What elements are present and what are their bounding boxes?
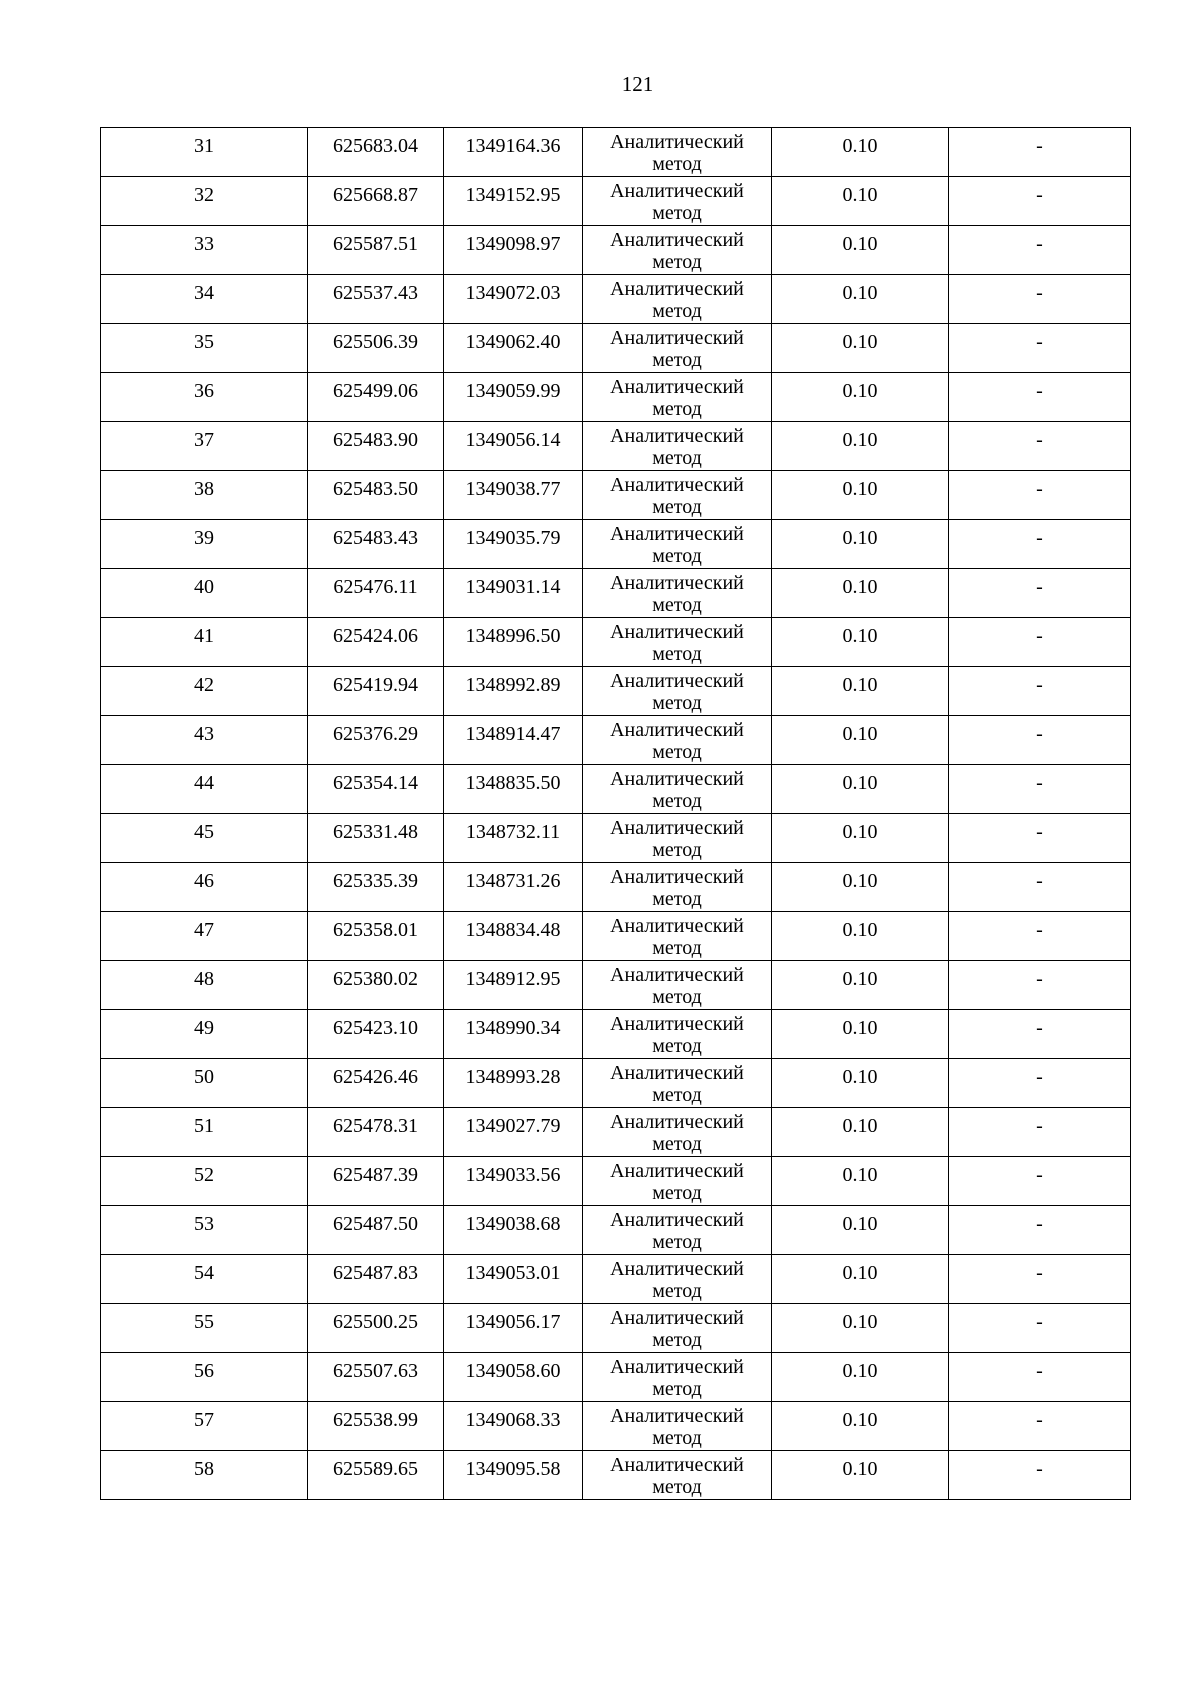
- y-coordinate-cell: 1349053.01: [444, 1255, 583, 1304]
- point-number-cell: 55: [101, 1304, 308, 1353]
- x-coordinate-cell: 625587.51: [308, 226, 444, 275]
- method-line-2: метод: [652, 251, 702, 273]
- point-number-cell: 33: [101, 226, 308, 275]
- table-row: [101, 912, 1131, 961]
- accuracy-cell: 0.10: [772, 1059, 949, 1108]
- y-coordinate-cell: 1349035.79: [444, 520, 583, 569]
- accuracy-cell: 0.10: [772, 912, 949, 961]
- y-coordinate-cell: 1349056.17: [444, 1304, 583, 1353]
- method-line-1: Аналитический: [610, 572, 744, 594]
- method-line-1: Аналитический: [610, 1111, 744, 1133]
- method-line-1: Аналитический: [610, 1454, 744, 1476]
- method-cell: [583, 520, 772, 569]
- table-row: [101, 716, 1131, 765]
- method-line-1: Аналитический: [610, 719, 744, 741]
- method-cell: [583, 1206, 772, 1255]
- x-coordinate-cell: 625589.65: [308, 1451, 444, 1500]
- method-line-2: метод: [652, 790, 702, 812]
- accuracy-cell: 0.10: [772, 1402, 949, 1451]
- y-coordinate-cell: 1348996.50: [444, 618, 583, 667]
- x-coordinate-cell: 625483.90: [308, 422, 444, 471]
- accuracy-cell: 0.10: [772, 226, 949, 275]
- method-line-2: метод: [652, 692, 702, 714]
- y-coordinate-cell: 1348993.28: [444, 1059, 583, 1108]
- x-coordinate-cell: 625537.43: [308, 275, 444, 324]
- x-coordinate-cell: 625354.14: [308, 765, 444, 814]
- method-cell: [583, 1157, 772, 1206]
- note-cell: -: [949, 275, 1131, 324]
- table-row: [101, 373, 1131, 422]
- method-line-1: Аналитический: [610, 1209, 744, 1231]
- point-number-cell: 51: [101, 1108, 308, 1157]
- method-cell: [583, 912, 772, 961]
- method-cell: [583, 569, 772, 618]
- accuracy-cell: 0.10: [772, 324, 949, 373]
- table-row: [101, 471, 1131, 520]
- method-line-1: Аналитический: [610, 1258, 744, 1280]
- table-row: [101, 569, 1131, 618]
- method-line-2: метод: [652, 594, 702, 616]
- method-cell: [583, 667, 772, 716]
- note-cell: -: [949, 1304, 1131, 1353]
- method-line-1: Аналитический: [610, 1405, 744, 1427]
- table-row: [101, 1255, 1131, 1304]
- coordinates-table-body: [101, 128, 1131, 1500]
- method-line-2: метод: [652, 1133, 702, 1155]
- method-line-1: Аналитический: [610, 1160, 744, 1182]
- point-number-cell: 58: [101, 1451, 308, 1500]
- method-cell: [583, 1402, 772, 1451]
- note-cell: -: [949, 1206, 1131, 1255]
- method-line-2: метод: [652, 349, 702, 371]
- method-line-2: метод: [652, 153, 702, 175]
- y-coordinate-cell: 1349098.97: [444, 226, 583, 275]
- method-cell: [583, 1010, 772, 1059]
- y-coordinate-cell: 1349095.58: [444, 1451, 583, 1500]
- accuracy-cell: 0.10: [772, 128, 949, 177]
- point-number-cell: 56: [101, 1353, 308, 1402]
- x-coordinate-cell: 625476.11: [308, 569, 444, 618]
- method-line-1: Аналитический: [610, 278, 744, 300]
- method-cell: [583, 1108, 772, 1157]
- method-line-2: метод: [652, 888, 702, 910]
- x-coordinate-cell: 625331.48: [308, 814, 444, 863]
- method-cell: [583, 765, 772, 814]
- accuracy-cell: 0.10: [772, 716, 949, 765]
- note-cell: -: [949, 324, 1131, 373]
- y-coordinate-cell: 1348992.89: [444, 667, 583, 716]
- accuracy-cell: 0.10: [772, 422, 949, 471]
- method-cell: [583, 1255, 772, 1304]
- method-line-1: Аналитический: [610, 131, 744, 153]
- method-line-1: Аналитический: [610, 621, 744, 643]
- x-coordinate-cell: 625506.39: [308, 324, 444, 373]
- note-cell: -: [949, 1157, 1131, 1206]
- method-cell: [583, 618, 772, 667]
- point-number-cell: 46: [101, 863, 308, 912]
- method-line-1: Аналитический: [610, 1013, 744, 1035]
- method-cell: [583, 1353, 772, 1402]
- x-coordinate-cell: 625423.10: [308, 1010, 444, 1059]
- point-number-cell: 53: [101, 1206, 308, 1255]
- x-coordinate-cell: 625335.39: [308, 863, 444, 912]
- method-line-1: Аналитический: [610, 768, 744, 790]
- method-line-1: Аналитический: [610, 670, 744, 692]
- method-cell: [583, 1304, 772, 1353]
- method-cell: [583, 324, 772, 373]
- x-coordinate-cell: 625487.50: [308, 1206, 444, 1255]
- table-row: [101, 667, 1131, 716]
- method-line-2: метод: [652, 447, 702, 469]
- y-coordinate-cell: 1349038.68: [444, 1206, 583, 1255]
- table-row: [101, 520, 1131, 569]
- accuracy-cell: 0.10: [772, 1108, 949, 1157]
- note-cell: -: [949, 1010, 1131, 1059]
- method-line-1: Аналитический: [610, 964, 744, 986]
- point-number-cell: 34: [101, 275, 308, 324]
- point-number-cell: 38: [101, 471, 308, 520]
- method-cell: [583, 226, 772, 275]
- accuracy-cell: 0.10: [772, 667, 949, 716]
- note-cell: -: [949, 1108, 1131, 1157]
- y-coordinate-cell: 1349152.95: [444, 177, 583, 226]
- table-row: [101, 177, 1131, 226]
- method-cell: [583, 1451, 772, 1500]
- point-number-cell: 52: [101, 1157, 308, 1206]
- note-cell: -: [949, 1353, 1131, 1402]
- x-coordinate-cell: 625419.94: [308, 667, 444, 716]
- method-line-2: метод: [652, 741, 702, 763]
- table-row: [101, 1059, 1131, 1108]
- x-coordinate-cell: 625487.39: [308, 1157, 444, 1206]
- method-line-2: метод: [652, 545, 702, 567]
- table-row: [101, 618, 1131, 667]
- method-cell: [583, 863, 772, 912]
- table-row: [101, 1402, 1131, 1451]
- point-number-cell: 36: [101, 373, 308, 422]
- accuracy-cell: 0.10: [772, 618, 949, 667]
- note-cell: -: [949, 226, 1131, 275]
- x-coordinate-cell: 625483.43: [308, 520, 444, 569]
- y-coordinate-cell: 1349033.56: [444, 1157, 583, 1206]
- accuracy-cell: 0.10: [772, 520, 949, 569]
- table-row: [101, 1108, 1131, 1157]
- x-coordinate-cell: 625668.87: [308, 177, 444, 226]
- y-coordinate-cell: 1349038.77: [444, 471, 583, 520]
- x-coordinate-cell: 625376.29: [308, 716, 444, 765]
- accuracy-cell: 0.10: [772, 1304, 949, 1353]
- y-coordinate-cell: 1348835.50: [444, 765, 583, 814]
- accuracy-cell: 0.10: [772, 1255, 949, 1304]
- method-line-2: метод: [652, 398, 702, 420]
- note-cell: -: [949, 569, 1131, 618]
- method-line-1: Аналитический: [610, 817, 744, 839]
- accuracy-cell: 0.10: [772, 471, 949, 520]
- method-cell: [583, 373, 772, 422]
- y-coordinate-cell: 1349059.99: [444, 373, 583, 422]
- accuracy-cell: 0.10: [772, 275, 949, 324]
- note-cell: -: [949, 912, 1131, 961]
- method-line-2: метод: [652, 1084, 702, 1106]
- note-cell: -: [949, 863, 1131, 912]
- y-coordinate-cell: 1348914.47: [444, 716, 583, 765]
- method-cell: [583, 716, 772, 765]
- method-line-2: метод: [652, 1427, 702, 1449]
- note-cell: -: [949, 1059, 1131, 1108]
- method-line-1: Аналитический: [610, 1062, 744, 1084]
- table-row: [101, 422, 1131, 471]
- note-cell: -: [949, 667, 1131, 716]
- y-coordinate-cell: 1348731.26: [444, 863, 583, 912]
- x-coordinate-cell: 625483.50: [308, 471, 444, 520]
- accuracy-cell: 0.10: [772, 863, 949, 912]
- table-row: [101, 1353, 1131, 1402]
- table-row: [101, 863, 1131, 912]
- table-row: [101, 1157, 1131, 1206]
- x-coordinate-cell: 625500.25: [308, 1304, 444, 1353]
- accuracy-cell: 0.10: [772, 373, 949, 422]
- x-coordinate-cell: 625380.02: [308, 961, 444, 1010]
- method-line-1: Аналитический: [610, 1307, 744, 1329]
- x-coordinate-cell: 625358.01: [308, 912, 444, 961]
- note-cell: -: [949, 471, 1131, 520]
- method-line-1: Аналитический: [610, 180, 744, 202]
- accuracy-cell: 0.10: [772, 814, 949, 863]
- method-line-2: метод: [652, 1231, 702, 1253]
- note-cell: -: [949, 1451, 1131, 1500]
- accuracy-cell: 0.10: [772, 1206, 949, 1255]
- method-line-2: метод: [652, 1476, 702, 1498]
- point-number-cell: 43: [101, 716, 308, 765]
- accuracy-cell: 0.10: [772, 1353, 949, 1402]
- method-line-1: Аналитический: [610, 474, 744, 496]
- note-cell: -: [949, 716, 1131, 765]
- table-row: [101, 1304, 1131, 1353]
- method-line-2: метод: [652, 1378, 702, 1400]
- table-row: [101, 1206, 1131, 1255]
- method-cell: [583, 814, 772, 863]
- method-line-2: метод: [652, 937, 702, 959]
- point-number-cell: 45: [101, 814, 308, 863]
- method-line-1: Аналитический: [610, 915, 744, 937]
- x-coordinate-cell: 625683.04: [308, 128, 444, 177]
- note-cell: -: [949, 618, 1131, 667]
- method-cell: [583, 128, 772, 177]
- note-cell: -: [949, 422, 1131, 471]
- point-number-cell: 41: [101, 618, 308, 667]
- table-row: [101, 275, 1131, 324]
- method-line-1: Аналитический: [610, 866, 744, 888]
- y-coordinate-cell: 1348990.34: [444, 1010, 583, 1059]
- y-coordinate-cell: 1348732.11: [444, 814, 583, 863]
- point-number-cell: 32: [101, 177, 308, 226]
- note-cell: -: [949, 177, 1131, 226]
- method-line-2: метод: [652, 986, 702, 1008]
- note-cell: -: [949, 520, 1131, 569]
- point-number-cell: 40: [101, 569, 308, 618]
- y-coordinate-cell: 1349164.36: [444, 128, 583, 177]
- x-coordinate-cell: 625426.46: [308, 1059, 444, 1108]
- method-line-1: Аналитический: [610, 229, 744, 251]
- table-row: [101, 1451, 1131, 1500]
- note-cell: -: [949, 765, 1131, 814]
- method-line-2: метод: [652, 300, 702, 322]
- point-number-cell: 44: [101, 765, 308, 814]
- accuracy-cell: 0.10: [772, 177, 949, 226]
- x-coordinate-cell: 625499.06: [308, 373, 444, 422]
- x-coordinate-cell: 625487.83: [308, 1255, 444, 1304]
- point-number-cell: 49: [101, 1010, 308, 1059]
- y-coordinate-cell: 1349072.03: [444, 275, 583, 324]
- x-coordinate-cell: 625538.99: [308, 1402, 444, 1451]
- method-line-2: метод: [652, 496, 702, 518]
- y-coordinate-cell: 1349056.14: [444, 422, 583, 471]
- method-cell: [583, 275, 772, 324]
- y-coordinate-cell: 1349062.40: [444, 324, 583, 373]
- method-cell: [583, 471, 772, 520]
- method-line-2: метод: [652, 1280, 702, 1302]
- y-coordinate-cell: 1348834.48: [444, 912, 583, 961]
- method-cell: [583, 961, 772, 1010]
- method-cell: [583, 177, 772, 226]
- method-line-2: метод: [652, 1182, 702, 1204]
- note-cell: -: [949, 128, 1131, 177]
- x-coordinate-cell: 625507.63: [308, 1353, 444, 1402]
- accuracy-cell: 0.10: [772, 961, 949, 1010]
- point-number-cell: 57: [101, 1402, 308, 1451]
- x-coordinate-cell: 625478.31: [308, 1108, 444, 1157]
- y-coordinate-cell: 1349068.33: [444, 1402, 583, 1451]
- method-line-2: метод: [652, 1329, 702, 1351]
- method-line-2: метод: [652, 1035, 702, 1057]
- method-line-1: Аналитический: [610, 376, 744, 398]
- point-number-cell: 37: [101, 422, 308, 471]
- method-line-1: Аналитический: [610, 1356, 744, 1378]
- point-number-cell: 35: [101, 324, 308, 373]
- accuracy-cell: 0.10: [772, 1451, 949, 1500]
- method-cell: [583, 422, 772, 471]
- x-coordinate-cell: 625424.06: [308, 618, 444, 667]
- note-cell: -: [949, 1255, 1131, 1304]
- method-cell: [583, 1059, 772, 1108]
- method-line-1: Аналитический: [610, 425, 744, 447]
- note-cell: -: [949, 814, 1131, 863]
- table-row: [101, 765, 1131, 814]
- note-cell: -: [949, 373, 1131, 422]
- method-line-2: метод: [652, 839, 702, 861]
- y-coordinate-cell: 1349058.60: [444, 1353, 583, 1402]
- table-row: [101, 226, 1131, 275]
- accuracy-cell: 0.10: [772, 1157, 949, 1206]
- point-number-cell: 47: [101, 912, 308, 961]
- table-row: [101, 128, 1131, 177]
- point-number-cell: 50: [101, 1059, 308, 1108]
- point-number-cell: 48: [101, 961, 308, 1010]
- note-cell: -: [949, 1402, 1131, 1451]
- method-line-1: Аналитический: [610, 523, 744, 545]
- method-line-2: метод: [652, 202, 702, 224]
- table-row: [101, 324, 1131, 373]
- coordinates-table: [100, 127, 1131, 1500]
- accuracy-cell: 0.10: [772, 1010, 949, 1059]
- y-coordinate-cell: 1349031.14: [444, 569, 583, 618]
- method-line-2: метод: [652, 643, 702, 665]
- point-number-cell: 39: [101, 520, 308, 569]
- table-row: [101, 961, 1131, 1010]
- method-line-1: Аналитический: [610, 327, 744, 349]
- page-number: 121: [621, 72, 654, 96]
- y-coordinate-cell: 1349027.79: [444, 1108, 583, 1157]
- note-cell: -: [949, 961, 1131, 1010]
- accuracy-cell: 0.10: [772, 765, 949, 814]
- accuracy-cell: 0.10: [772, 569, 949, 618]
- point-number-cell: 42: [101, 667, 308, 716]
- table-row: [101, 814, 1131, 863]
- y-coordinate-cell: 1348912.95: [444, 961, 583, 1010]
- table-row: [101, 1010, 1131, 1059]
- point-number-cell: 31: [101, 128, 308, 177]
- point-number-cell: 54: [101, 1255, 308, 1304]
